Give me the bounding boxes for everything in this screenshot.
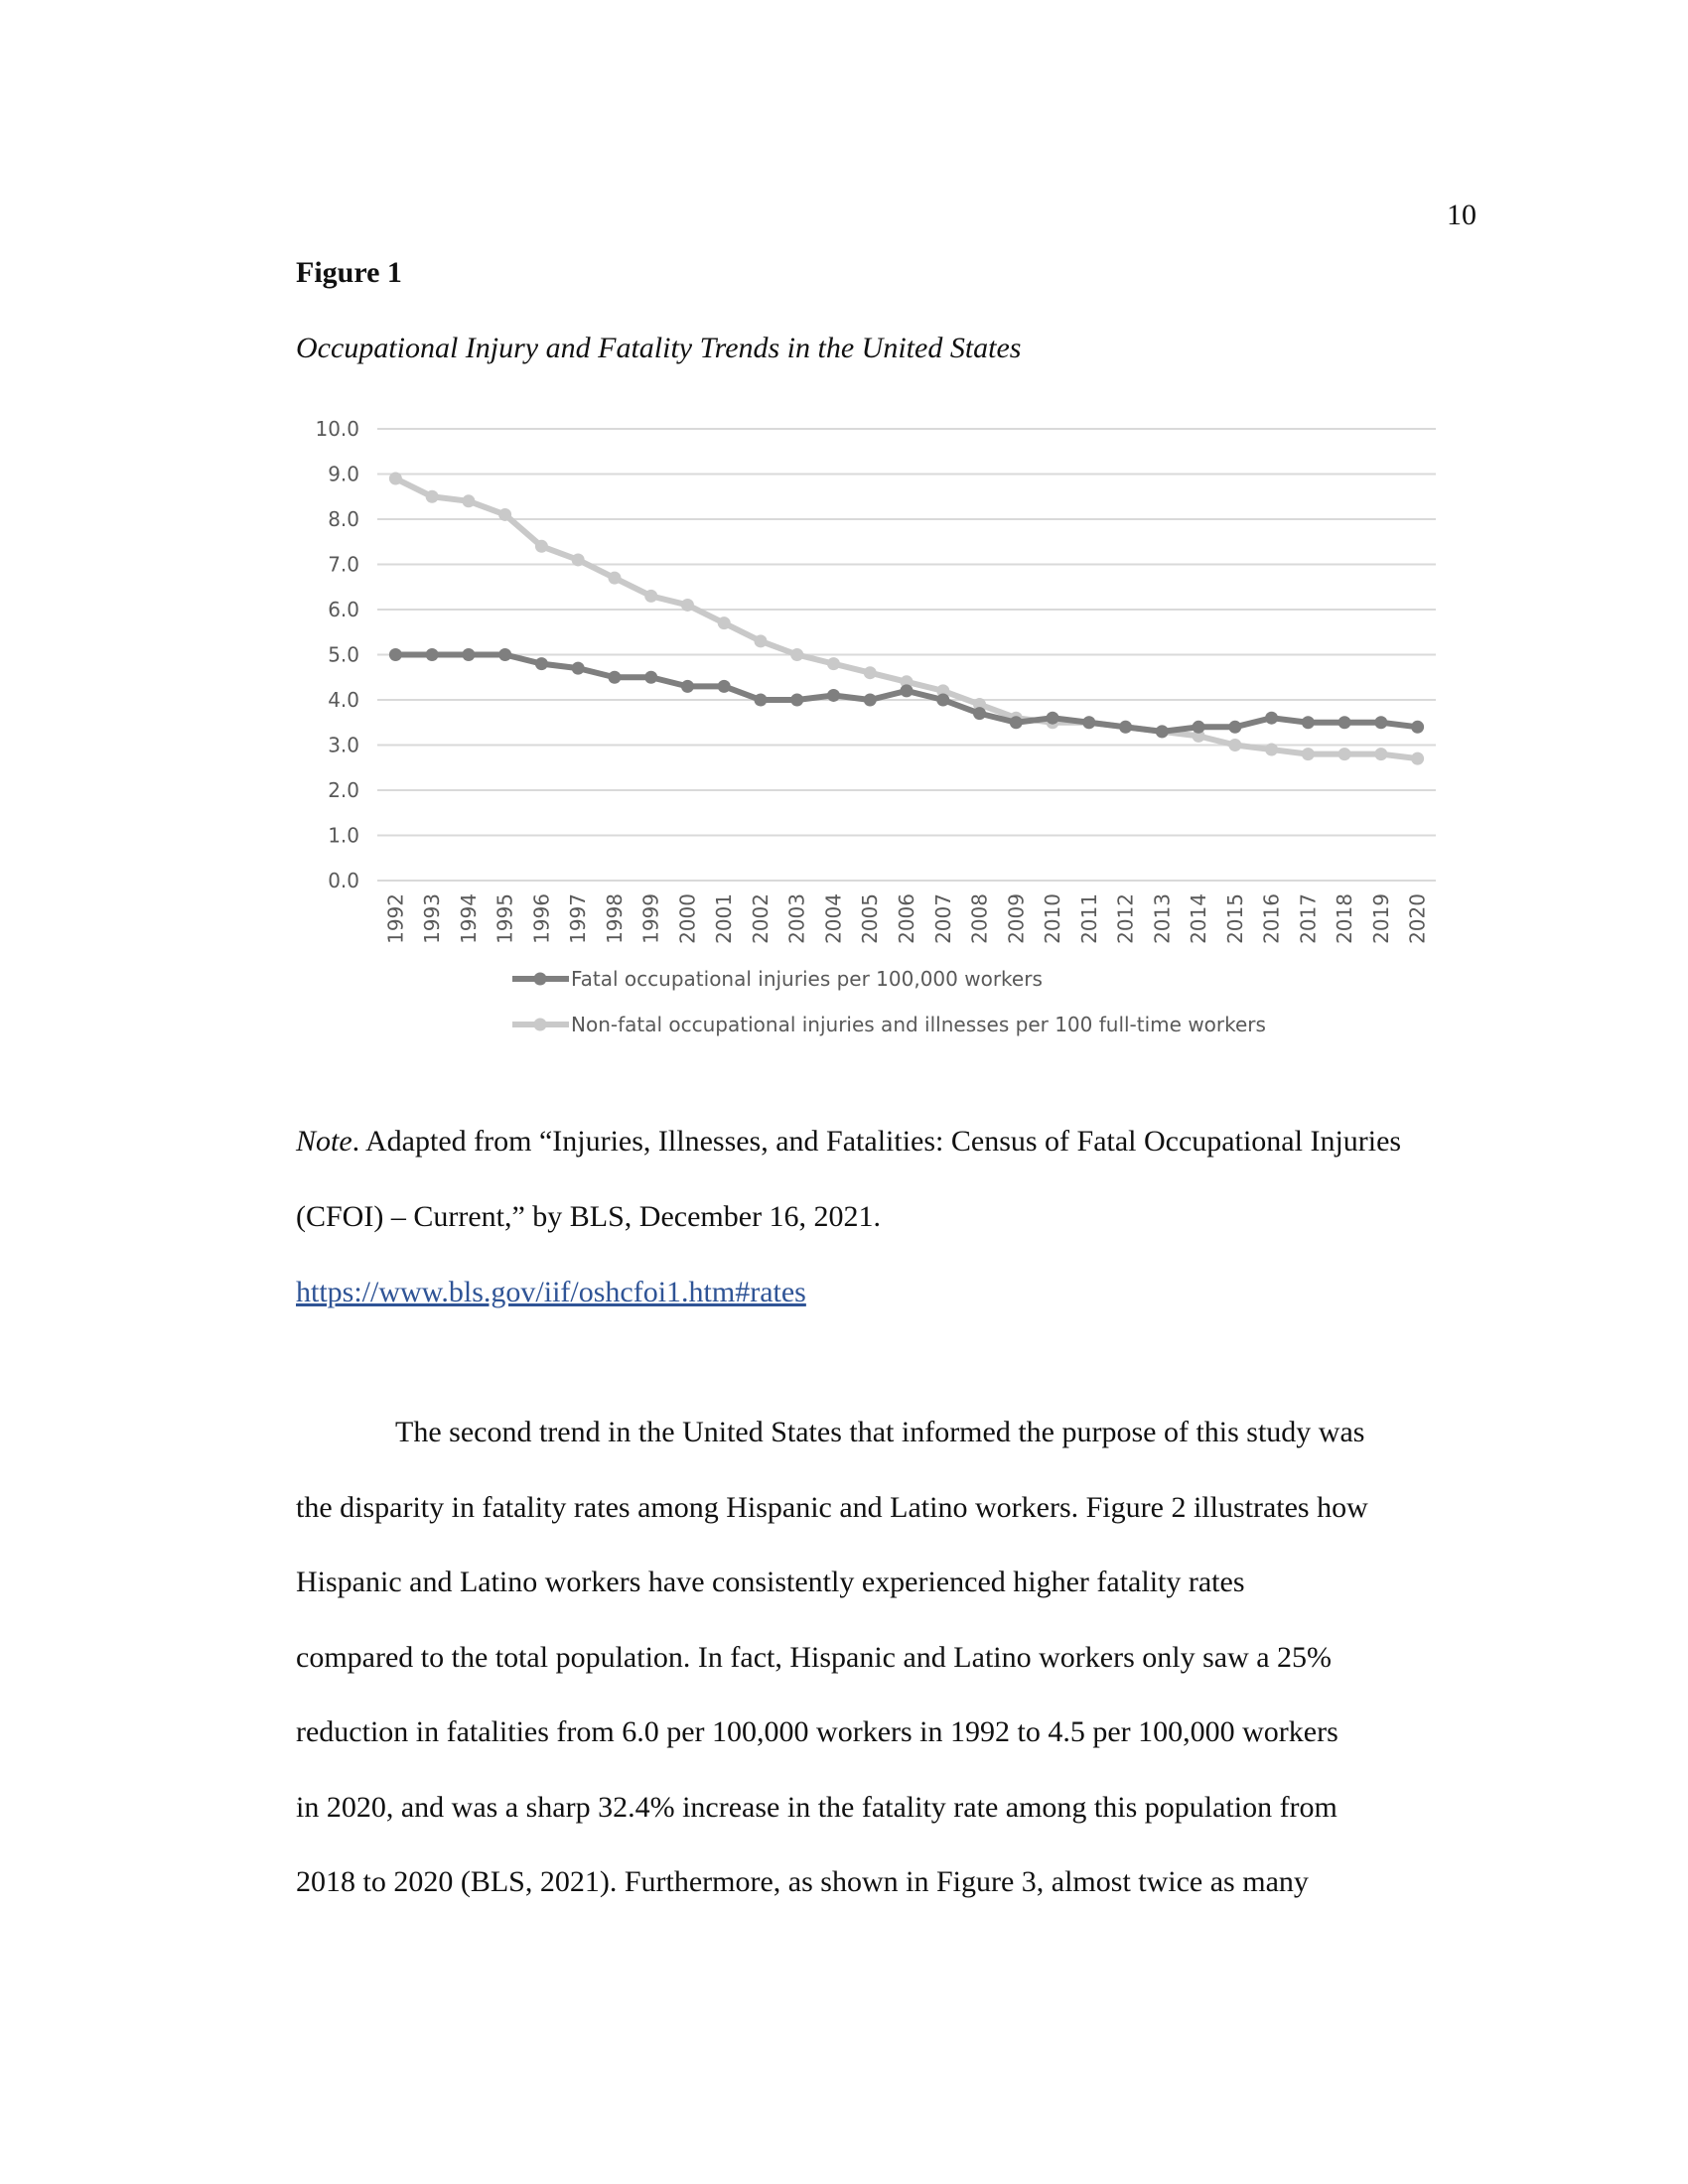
y-tick-label: 5.0	[328, 642, 359, 667]
body-paragraph	[296, 1395, 1487, 1920]
data-point	[1156, 725, 1169, 738]
data-point	[1228, 721, 1241, 734]
data-point	[1082, 716, 1095, 729]
data-point	[1302, 716, 1315, 729]
data-point	[754, 634, 767, 647]
legend-swatch-marker	[534, 1019, 547, 1031]
data-point	[1411, 721, 1424, 734]
data-point	[681, 599, 694, 612]
body-line: The second trend in the United States that informed the purpose of this study was	[395, 1416, 1365, 1448]
body-line: the disparity in fatality rates among Hispanic and Latino workers. Figure 2 illustrates how	[296, 1490, 1368, 1524]
data-point	[1411, 752, 1424, 765]
x-tick-label: 2004	[821, 893, 846, 944]
data-point	[681, 680, 694, 693]
y-tick-label: 6.0	[328, 598, 359, 621]
data-point	[1119, 721, 1132, 734]
data-point	[608, 671, 621, 684]
figure-note	[296, 1104, 1487, 1330]
x-tick-label: 2014	[1187, 893, 1211, 944]
y-tick-label: 9.0	[328, 462, 359, 486]
data-point	[1265, 744, 1278, 756]
x-tick-label: 2008	[967, 893, 992, 944]
data-point	[1338, 716, 1351, 729]
x-tick-label: 1992	[383, 893, 408, 944]
x-tick-label: 1997	[566, 893, 591, 944]
data-point	[462, 494, 475, 507]
y-axis-ticks	[315, 417, 359, 892]
x-tick-label: 2010	[1041, 893, 1065, 944]
data-point	[462, 648, 475, 661]
page-number: 10	[1447, 199, 1477, 231]
data-point	[718, 680, 731, 693]
x-tick-label: 1994	[456, 893, 481, 944]
data-point	[936, 694, 949, 707]
y-tick-label: 1.0	[328, 823, 359, 848]
x-tick-label: 2003	[784, 893, 809, 944]
data-point	[535, 657, 548, 670]
note-text: . Adapted from “Injuries, Illnesses, and Fatalities: Census of Fatal Occupational Injuries (CFOI) – Current,” by BLS, December 16, 2021.	[296, 1125, 1402, 1233]
y-tick-label: 2.0	[328, 778, 359, 802]
data-point	[1374, 748, 1387, 760]
y-tick-label: 0.0	[328, 869, 359, 892]
x-tick-label: 2001	[712, 893, 737, 944]
chart-gridlines	[377, 429, 1436, 881]
x-tick-label: 1995	[492, 893, 517, 944]
x-tick-label: 1996	[529, 893, 554, 944]
data-point	[644, 590, 657, 603]
data-point	[718, 616, 731, 629]
y-tick-label: 3.0	[328, 733, 359, 757]
x-tick-label: 2002	[748, 893, 773, 944]
note-label: Note	[296, 1125, 352, 1158]
x-tick-label: 2007	[930, 893, 955, 944]
data-point	[754, 694, 767, 707]
x-tick-label: 2013	[1150, 893, 1175, 944]
line-chart	[288, 407, 1479, 1052]
y-tick-label: 8.0	[328, 507, 359, 531]
data-point	[1010, 716, 1023, 729]
data-point	[973, 707, 986, 720]
series-line-nonfatal	[395, 478, 1417, 758]
data-point	[1193, 721, 1205, 734]
y-tick-label: 10.0	[315, 417, 359, 441]
x-tick-label: 2017	[1296, 893, 1321, 944]
x-tick-label: 2009	[1004, 893, 1029, 944]
data-point	[1265, 712, 1278, 725]
chart-legend	[512, 967, 1266, 1036]
body-line: compared to the total population. In fact, Hispanic and Latino workers only saw a 25%	[296, 1640, 1333, 1674]
data-point	[572, 662, 585, 675]
data-point	[535, 540, 548, 553]
x-tick-label: 1993	[420, 893, 445, 944]
data-point	[864, 694, 877, 707]
x-axis-ticks	[383, 893, 1429, 944]
data-point	[1302, 748, 1315, 760]
data-point	[426, 648, 439, 661]
body-line: reduction in fatalities from 6.0 per 100,000 workers in 1992 to 4.5 per 100,000 workers	[296, 1715, 1338, 1748]
data-point	[644, 671, 657, 684]
data-point	[1338, 748, 1351, 760]
x-tick-label: 2011	[1076, 893, 1101, 944]
x-tick-label: 2019	[1368, 893, 1393, 944]
x-tick-label: 2020	[1405, 893, 1430, 944]
data-point	[608, 572, 621, 585]
x-tick-label: 2006	[895, 893, 918, 944]
data-point	[790, 648, 803, 661]
data-point	[1047, 712, 1059, 725]
body-line: Hispanic and Latino workers have consistently experienced higher fatality rates	[296, 1566, 1245, 1598]
figure-label: Figure 1	[296, 256, 402, 289]
data-point	[827, 689, 840, 702]
body-line: in 2020, and was a sharp 32.4% increase in the fatality rate among this population from	[296, 1790, 1337, 1824]
x-tick-label: 2012	[1113, 893, 1138, 944]
y-tick-label: 7.0	[328, 552, 359, 577]
data-point	[1228, 739, 1241, 751]
x-tick-label: 2000	[675, 893, 700, 944]
source-link[interactable]: https://www.bls.gov/iif/oshcfoi1.htm#rates	[296, 1276, 806, 1308]
x-tick-label: 2005	[858, 893, 883, 944]
data-point	[498, 648, 511, 661]
data-point	[498, 508, 511, 521]
chart-series	[389, 473, 1424, 765]
x-tick-label: 1998	[602, 893, 627, 944]
data-point	[426, 490, 439, 503]
x-tick-label: 2015	[1222, 893, 1247, 944]
data-point	[389, 648, 402, 661]
figure-title: Occupational Injury and Fatality Trends in the United States	[296, 332, 1022, 364]
legend-swatch-marker	[534, 973, 547, 986]
data-point	[1374, 716, 1387, 729]
data-point	[827, 657, 840, 670]
data-point	[572, 553, 585, 566]
y-tick-label: 4.0	[328, 688, 359, 712]
legend-label: Fatal occupational injuries per 100,000 workers	[571, 967, 1043, 991]
data-point	[864, 666, 877, 679]
data-point	[790, 694, 803, 707]
x-tick-label: 1999	[638, 893, 663, 944]
x-tick-label: 2016	[1259, 893, 1284, 944]
body-line: 2018 to 2020 (BLS, 2021). Furthermore, as shown in Figure 3, almost twice as many	[296, 1865, 1309, 1898]
data-point	[389, 473, 402, 485]
x-tick-label: 2018	[1333, 893, 1357, 944]
legend-label: Non-fatal occupational injuries and illnesses per 100 full-time workers	[571, 1013, 1266, 1036]
data-point	[901, 684, 914, 697]
